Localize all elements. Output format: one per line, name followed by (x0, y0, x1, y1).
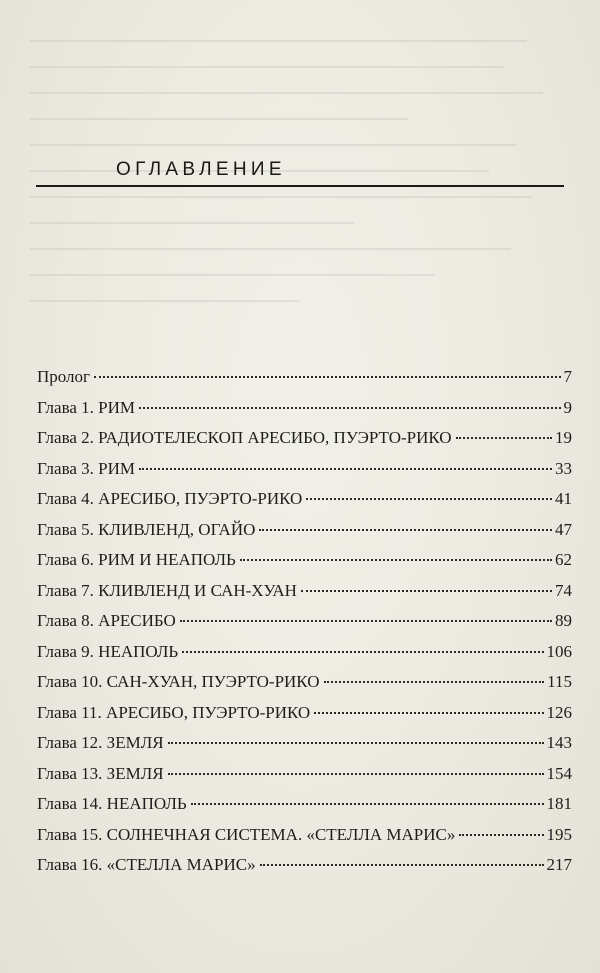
toc-entry-page: 195 (546, 824, 572, 844)
dot-leader (306, 498, 552, 500)
toc-entry[interactable] (37, 580, 572, 611)
toc-entry[interactable] (37, 854, 572, 885)
toc-entry-page: 154 (546, 763, 572, 783)
toc-entry-page: 41 (555, 489, 572, 508)
toc-entry-label: Пролог (37, 367, 91, 386)
table-of-contents (37, 366, 572, 885)
toc-entry[interactable] (37, 366, 572, 397)
toc-entry-label: Глава 7. КЛИВЛЕНД И САН-ХУАН (37, 580, 297, 600)
toc-entry-label: Глава 4. АРЕСИБО, ПУЭРТО-РИКО (37, 489, 303, 508)
toc-entry[interactable] (37, 458, 572, 489)
dot-leader (260, 864, 544, 866)
toc-entry-page: 106 (546, 641, 572, 661)
toc-entry[interactable] (37, 671, 572, 702)
toc-entry-label: Глава 13. ЗЕМЛЯ (37, 763, 164, 783)
toc-entry-label: Глава 12. ЗЕМЛЯ (37, 733, 164, 752)
dot-leader (94, 376, 560, 378)
toc-entry-page: 115 (547, 672, 572, 691)
toc-entry-page: 126 (546, 702, 572, 722)
dot-leader (259, 529, 552, 531)
toc-entry-page: 19 (555, 428, 572, 447)
dot-leader (191, 803, 544, 805)
toc-entry[interactable] (37, 641, 572, 672)
toc-entry-label: Глава 2. РАДИОТЕЛЕСКОП АРЕСИБО, ПУЭРТО-РИКО (37, 428, 452, 447)
toc-entry-label: Глава 1. РИМ (37, 397, 136, 417)
toc-entry-label: Глава 3. РИМ (37, 458, 136, 478)
toc-entry[interactable] (37, 732, 572, 763)
dot-leader (240, 559, 552, 561)
toc-entry[interactable] (37, 549, 572, 580)
toc-entry-label: Глава 16. «СТЕЛЛА МАРИС» (37, 855, 256, 874)
show-through-text (30, 40, 570, 370)
dot-leader (456, 437, 552, 439)
toc-entry-label: Глава 11. АРЕСИБО, ПУЭРТО-РИКО (37, 702, 311, 722)
toc-entry-page: 217 (546, 855, 572, 874)
dot-leader (314, 712, 543, 714)
toc-entry-label: Глава 9. НЕАПОЛЬ (37, 641, 179, 661)
dot-leader (180, 620, 552, 622)
toc-entry-label: Глава 5. КЛИВЛЕНД, ОГАЙО (37, 519, 256, 539)
title-rule (36, 185, 564, 187)
dot-leader (168, 742, 544, 744)
toc-entry[interactable] (37, 702, 572, 733)
dot-leader (301, 590, 552, 592)
dot-leader (139, 468, 552, 470)
dot-leader (139, 407, 560, 409)
toc-entry[interactable] (37, 793, 572, 824)
toc-entry-page: 62 (555, 550, 572, 569)
toc-entry[interactable] (37, 397, 572, 428)
toc-entry-page: 181 (546, 794, 572, 813)
dot-leader (168, 773, 544, 775)
dot-leader (324, 681, 545, 683)
toc-entry-page: 143 (546, 733, 572, 752)
heading-block (36, 158, 564, 187)
dot-leader (459, 834, 543, 836)
toc-entry-page: 7 (563, 367, 572, 386)
toc-entry-label: Глава 15. СОЛНЕЧНАЯ СИСТЕМА. «СТЕЛЛА МАРИС» (37, 824, 456, 844)
toc-entry-label: Глава 10. САН-ХУАН, ПУЭРТО-РИКО (37, 672, 320, 691)
toc-entry-page: 89 (555, 611, 572, 630)
toc-entry[interactable] (37, 610, 572, 641)
toc-entry-label: Глава 14. НЕАПОЛЬ (37, 794, 187, 813)
toc-entry-page: 9 (563, 397, 572, 417)
toc-entry[interactable] (37, 488, 572, 519)
toc-entry-page: 47 (555, 519, 572, 539)
page-title: ОГЛАВЛЕНИЕ (116, 159, 286, 180)
toc-entry[interactable] (37, 519, 572, 550)
dot-leader (182, 651, 543, 653)
toc-entry-label: Глава 6. РИМ И НЕАПОЛЬ (37, 550, 236, 569)
toc-entry-page: 33 (555, 458, 572, 478)
toc-entry-page: 74 (555, 580, 572, 600)
toc-entry-label: Глава 8. АРЕСИБО (37, 611, 176, 630)
toc-entry[interactable] (37, 824, 572, 855)
toc-entry[interactable] (37, 763, 572, 794)
toc-entry[interactable] (37, 427, 572, 458)
